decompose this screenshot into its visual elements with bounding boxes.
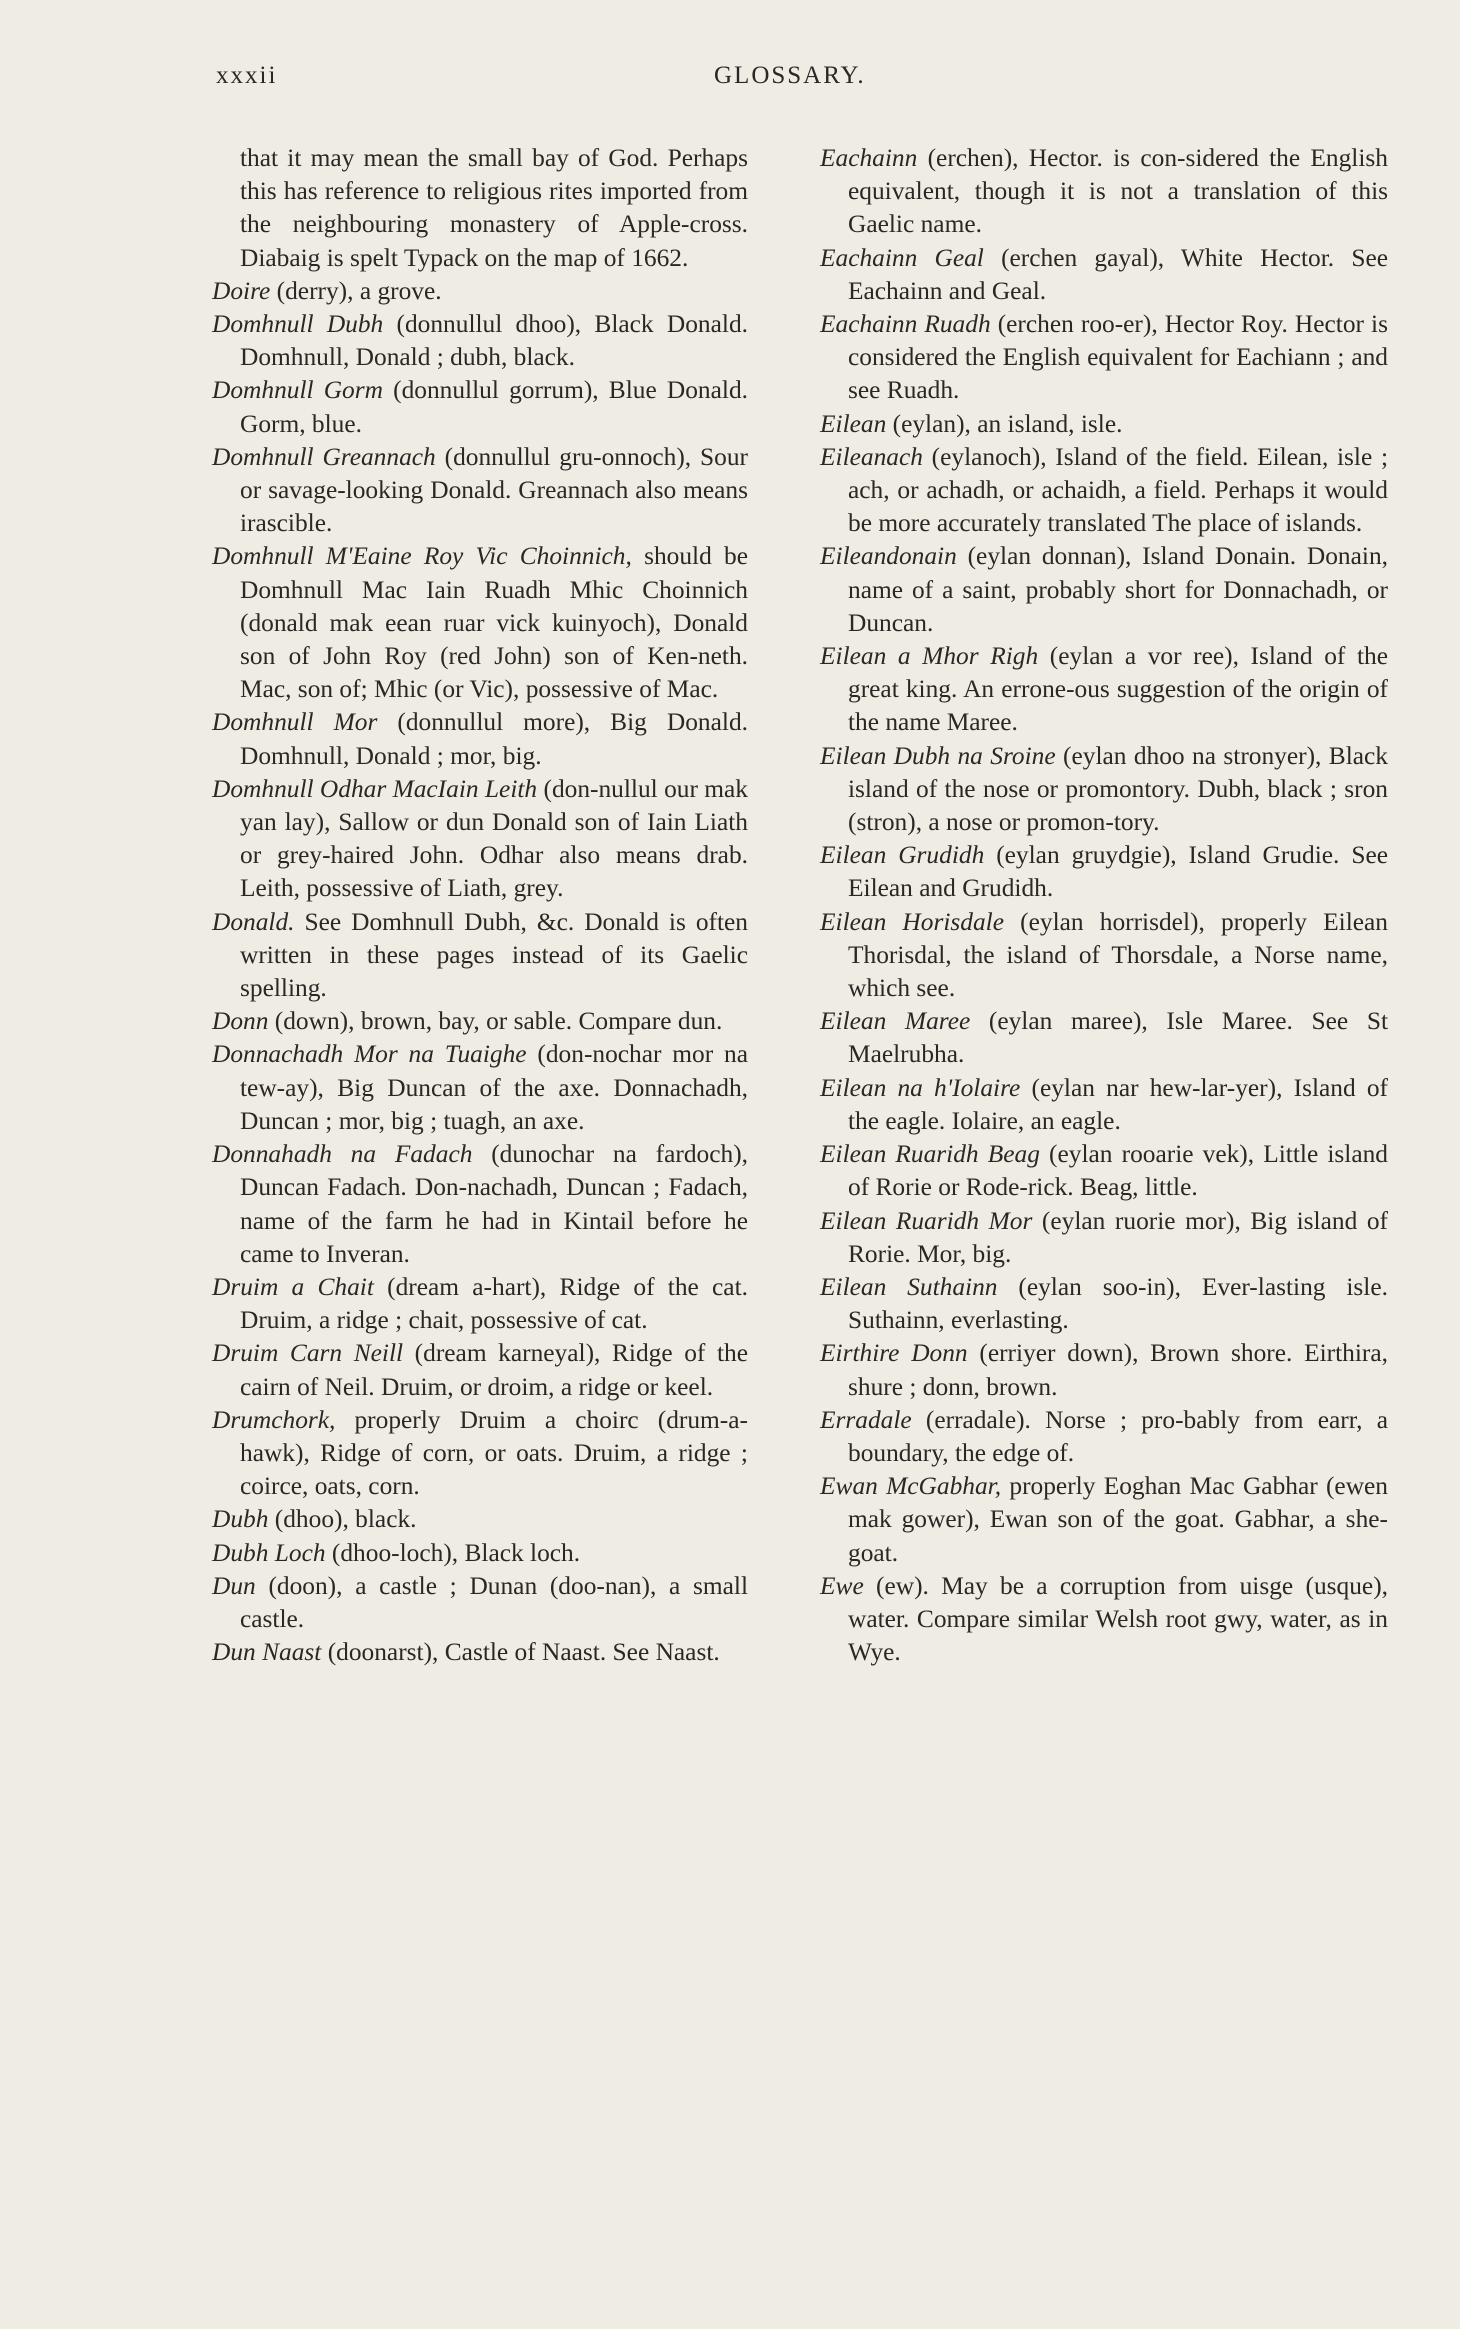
entry-definition: (donnullul dhoo), Black Donald. Domhnull, Donald ; dubh, black.: [240, 310, 748, 372]
entry-definition: (dream karneyal), Ridge of the cairn of Neil. Druim, or droim, a ridge or keel.: [240, 1339, 748, 1401]
entry-definition: (doon), a castle ; Dunan (doo-nan), a small castle.: [240, 1571, 748, 1633]
entry-headword: Donnachadh Mor na Tuaighe: [212, 1040, 527, 1069]
entry-headword: Domhnull Gorm: [212, 376, 383, 405]
glossary-entry: [212, 540, 748, 706]
glossary-entry: [212, 1503, 748, 1536]
entry-headword: Dun: [212, 1571, 256, 1600]
glossary-entry: [212, 1271, 748, 1337]
entry-definition: (eylan nar hew-lar-yer), Island of the eagle. Iolaire, an eagle.: [848, 1073, 1388, 1135]
entry-headword: Dubh: [212, 1505, 269, 1534]
page-number: xxxii: [216, 62, 278, 89]
entry-headword: Domhnull Dubh: [212, 310, 384, 339]
entry-definition: (eylan donnan), Island Donain. Donain, name of a saint, probably short for Donnachadh, or Duncan.: [848, 542, 1388, 637]
glossary-entry: [212, 1570, 748, 1636]
entry-definition: (erchen roo-er), Hector Roy. Hector is considered the English equivalent for Eachiann ; and see Ruadh.: [848, 310, 1388, 405]
entry-headword: Dubh Loch: [212, 1538, 326, 1567]
glossary-entry: [820, 1205, 1388, 1271]
entry-definition: (don-nullul our mak yan lay), Sallow or dun Donald son of Iain Liath or grey-haired John. Odhar also means drab. Leith, possessive of Liath, grey.: [240, 774, 748, 903]
entry-definition: (eylan maree), Isle Maree. See St Maelrubha.: [848, 1007, 1389, 1069]
glossary-entry: [820, 1138, 1388, 1204]
entry-headword: Eileanach: [820, 442, 923, 471]
entry-definition: (derry), a grove.: [270, 276, 442, 305]
entry-headword: Eileandonain: [820, 542, 957, 571]
glossary-entry: [820, 142, 1388, 242]
entry-headword: Eilean Dubh na Sroine: [820, 741, 1056, 770]
glossary-entry: [820, 1005, 1388, 1071]
left-column: [212, 142, 748, 1669]
entry-headword: Druim a Chait: [212, 1272, 374, 1301]
glossary-entry: [820, 839, 1388, 905]
entry-definition: properly Eoghan Mac Gabhar (ewen mak gower), Ewan son of the goat. Gabhar, a she-goat.: [848, 1472, 1388, 1567]
entry-definition: (erriyer down), Brown shore. Eirthira, shure ; donn, brown.: [848, 1339, 1388, 1401]
entry-headword: Ewe: [820, 1571, 864, 1600]
entry-headword: Druim Carn Neill: [212, 1339, 404, 1368]
entry-definition: (dunochar na fardoch), Duncan Fadach. Don-nachadh, Duncan ; Fadach, name of the farm he had in Kintail before he came to Inveran.: [240, 1140, 748, 1268]
entry-headword: Eachainn Geal: [820, 243, 984, 272]
entry-headword: Domhnull Greannach: [212, 442, 436, 471]
entry-definition: (erchen gayal), White Hector. See Eachainn and Geal.: [848, 243, 1389, 305]
entry-headword: Drumchork,: [212, 1405, 336, 1434]
page-header: [216, 62, 1390, 102]
entry-definition: (eylan ruorie mor), Big island of Rorie. Mor, big.: [848, 1206, 1388, 1268]
running-title: GLOSSARY.: [714, 62, 866, 89]
entry-headword: Domhnull M'Eaine Roy Vic Choinnich,: [212, 542, 632, 571]
entry-headword: Dun Naast: [212, 1638, 322, 1667]
entry-headword: Domhnull Mor: [212, 708, 378, 737]
entry-definition: (eylan a vor ree), Island of the great king. An errone-ous suggestion of the origin of the name Maree.: [848, 642, 1388, 737]
glossary-entry: [212, 1038, 748, 1138]
entry-headword: Ewan McGabhar,: [820, 1472, 1002, 1501]
glossary-entry: [820, 640, 1388, 740]
entry-headword: Eilean na h'Iolaire: [820, 1073, 1021, 1102]
glossary-entry: [212, 906, 748, 1006]
entry-headword: Doire: [212, 276, 271, 305]
glossary-entry: [820, 1404, 1388, 1470]
glossary-entry: [212, 441, 748, 541]
entry-headword: Donn: [212, 1007, 269, 1036]
entry-headword: Eilean Ruaridh Beag: [820, 1140, 1040, 1169]
entry-headword: Eilean Grudidh: [820, 841, 985, 870]
glossary-entry: [820, 441, 1388, 541]
entry-definition: that it may mean the small bay of God. Perhaps this has reference to religious rites imported from the neighbouring monastery of Apple-cross. Diabaig is spelt Typack on the map of 1662.: [240, 144, 748, 272]
entry-definition: (down), brown, bay, or sable. Compare dun.: [268, 1007, 723, 1036]
entry-definition: (donnullul gru-onnoch), Sour or savage-looking Donald. Greannach also means irascible.: [240, 442, 749, 538]
glossary-entry: [820, 242, 1388, 308]
entry-definition: properly Druim a choirc (drum-a-hawk), Ridge of corn, or oats. Druim, a ridge ; coirce, oats, corn.: [240, 1405, 748, 1501]
glossary-entry: [212, 308, 748, 374]
entry-headword: Eilean Maree: [820, 1007, 971, 1036]
right-column: [820, 142, 1388, 1669]
entry-definition: (donnullul gorrum), Blue Donald. Gorm, blue.: [240, 376, 748, 438]
glossary-entry: [212, 773, 748, 906]
entry-headword: Eilean Suthainn: [820, 1272, 998, 1301]
glossary-entry: [212, 1138, 748, 1271]
glossary-entry: [820, 1470, 1388, 1570]
glossary-entry: [212, 142, 748, 275]
entry-definition: (eylan soo-in), Ever-lasting isle. Suthainn, everlasting.: [848, 1272, 1388, 1335]
entry-definition: (eylanoch), Island of the field. Eilean, isle ; ach, or achadh, or achaidh, a field. Perhaps it would be more accurately translated The place of islands.: [848, 442, 1388, 538]
glossary-entry: [212, 1537, 748, 1570]
entry-headword: Eilean a Mhor Righ: [820, 642, 1039, 671]
glossary-entry: [820, 308, 1388, 408]
entry-definition: (dream a-hart), Ridge of the cat. Druim, a ridge ; chait, possessive of cat.: [240, 1272, 748, 1335]
entry-definition: (erchen), Hector. is con-sidered the English equivalent, though it is not a translation of this Gaelic name.: [848, 144, 1388, 239]
entry-definition: (eylan gruydgie), Island Grudie. See Eilean and Grudidh.: [848, 841, 1388, 903]
entry-definition: (eylan horrisdel), properly Eilean Thorisdal, the island of Thorsdale, a Norse name, which see.: [848, 907, 1388, 1003]
glossary-entry: [820, 906, 1388, 1006]
entry-headword: Domhnull Odhar MacIain Leith: [212, 774, 538, 803]
entry-headword: Eachainn: [820, 144, 918, 172]
entry-headword: Donald.: [212, 907, 295, 936]
glossary-entry: [820, 1337, 1388, 1403]
entry-definition: (eylan dhoo na stronyer), Black island of the nose or promontory. Dubh, black ; sron (stron), a nose or promon-tory.: [848, 741, 1389, 837]
entry-definition: (don-nochar mor na tew-ay), Big Duncan of the axe. Donnachadh, Duncan ; mor, big ; tuagh, an axe.: [240, 1040, 748, 1135]
entry-definition: (donnullul more), Big Donald. Domhnull, Donald ; mor, big.: [240, 708, 748, 770]
glossary-entry: [820, 540, 1388, 640]
entry-definition: (erradale). Norse ; pro-bably from earr, a boundary, the edge of.: [848, 1405, 1388, 1467]
entry-definition: (eylan), an island, isle.: [886, 409, 1123, 438]
glossary-entry: [212, 1404, 748, 1504]
entry-headword: Eachainn Ruadh: [820, 310, 991, 339]
glossary-entry: [820, 740, 1388, 840]
glossary-entry: [820, 1072, 1388, 1138]
entry-definition: (eylan rooarie vek), Little island of Rorie or Rode-rick. Beag, little.: [848, 1140, 1389, 1202]
glossary-entry: [212, 1337, 748, 1403]
glossary-entry: [820, 1271, 1388, 1337]
entry-definition: See Domhnull Dubh, &c. Donald is often written in these pages instead of its Gaelic spelling.: [240, 907, 748, 1003]
entry-headword: Erradale: [820, 1405, 912, 1434]
entry-definition: (dhoo), black.: [268, 1505, 417, 1534]
entry-headword: Eilean Ruaridh Mor: [820, 1206, 1033, 1235]
glossary-entry: [212, 275, 748, 308]
glossary-entry: [820, 1570, 1388, 1670]
glossary-entry: [212, 1005, 748, 1038]
entry-headword: Donnahadh na Fadach: [212, 1140, 473, 1169]
entry-definition: (doonarst), Castle of Naast. See Naast.: [321, 1638, 720, 1667]
entry-headword: Eilean Horisdale: [820, 907, 1004, 936]
glossary-entry: [212, 374, 748, 440]
entry-definition: should be Domhnull Mac Iain Ruadh Mhic Choinnich (donald mak eean ruar vick kuinyoch), Donald son of John Roy (red John) son of Ken-neth. Mac, son of; Mhic (or Vic), possessive of Mac.: [240, 542, 748, 704]
glossary-entry: [212, 1636, 748, 1669]
glossary-entry: [212, 706, 748, 772]
entry-headword: Eilean: [820, 409, 887, 438]
glossary-entry: [820, 408, 1388, 441]
entry-headword: Eirthire Donn: [820, 1339, 968, 1368]
entry-definition: (dhoo-loch), Black loch.: [325, 1538, 581, 1567]
entry-definition: (ew). May be a corruption from uisge (usque), water. Compare similar Welsh root gwy, water, as in Wye.: [848, 1571, 1388, 1667]
